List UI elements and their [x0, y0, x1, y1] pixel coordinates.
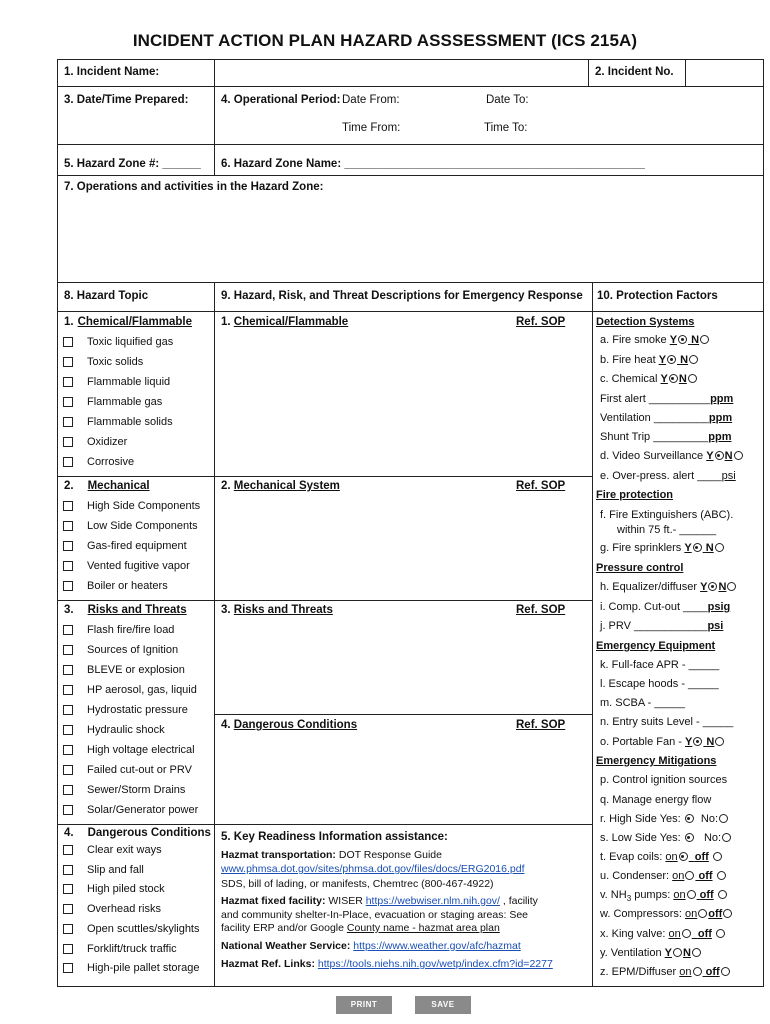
topic-checkbox[interactable] — [63, 944, 73, 954]
pumps-on-radio[interactable] — [687, 890, 696, 899]
desc-chemical-heading: 1. Chemical/Flammable — [221, 316, 349, 328]
video-surveillance-row: d. Video Surveillance Y N — [600, 450, 744, 462]
topic-item-label: Forklift/truck traffic — [87, 942, 177, 955]
fire-heat-row: b. Fire heat Y N — [600, 354, 699, 366]
niehs-link[interactable]: https://tools.niehs.nih.gov/wetp/index.cfm?id=2277 — [317, 958, 553, 970]
wiser-link[interactable]: https://webwiser.nlm.nih.gov/ — [365, 895, 500, 907]
entry-suits-row[interactable]: n. Entry suits Level - _____ — [600, 716, 734, 728]
fire-smoke-row: a. Fire smoke Y N — [600, 334, 710, 346]
hazard-zone-name[interactable]: 6. Hazard Zone Name: _______________________________________________ — [221, 158, 645, 170]
sds-text: SDS, bill of lading, or manifests, Chemtrec (800-467-4922) — [221, 878, 494, 890]
topic-checkbox[interactable] — [63, 745, 73, 755]
ref-sop-mechanical[interactable]: Ref. SOP — [516, 480, 566, 492]
epm-off-radio[interactable] — [721, 967, 730, 976]
incident-name-field[interactable] — [216, 61, 586, 85]
topic-checkbox[interactable] — [63, 357, 73, 367]
topic-checkbox[interactable] — [63, 884, 73, 894]
topic-checkbox[interactable] — [63, 541, 73, 551]
topic-item-label: Toxic liquified gas — [87, 336, 174, 348]
emergency-equipment-heading: Emergency Equipment — [596, 640, 716, 652]
date-from-label: Date From: — [342, 94, 400, 106]
topic-checkbox[interactable] — [63, 924, 73, 934]
topic-item-label: Open scuttles/skylights — [87, 922, 200, 935]
topic-checkbox[interactable] — [63, 665, 73, 675]
topic-item-label: High-pile pallet storage — [87, 962, 200, 975]
evap-on-radio[interactable] — [679, 852, 688, 861]
escape-hoods-row[interactable]: l. Escape hoods - _____ — [600, 678, 719, 690]
topic-section-heading: 1. Chemical/Flammable — [64, 316, 192, 328]
topic-section-heading: 3. Risks and Threats — [64, 604, 187, 616]
high-side-yes-radio[interactable] — [685, 814, 694, 823]
hazard-description-header: 9. Hazard, Risk, and Threat Descriptions for Emergency Response — [221, 290, 583, 302]
king-valve-off-radio[interactable] — [716, 929, 725, 938]
high-side-row: r. High Side Yes: No: — [600, 813, 729, 825]
topic-item-label: Boiler or heaters — [87, 580, 168, 592]
topic-checkbox[interactable] — [63, 765, 73, 775]
topic-item-label: Slip and fall — [87, 863, 144, 876]
incident-no-field[interactable] — [687, 61, 762, 85]
date-to-label: Date To: — [486, 94, 529, 106]
ventilation-ppm-row[interactable]: Ventilation _________ppm — [600, 412, 733, 424]
desc-risks-heading: 3. Risks and Threats — [221, 604, 333, 616]
topic-checkbox[interactable] — [63, 417, 73, 427]
topic-checkbox[interactable] — [63, 457, 73, 467]
topic-checkbox[interactable] — [63, 845, 73, 855]
pressure-control-heading: Pressure control — [596, 562, 684, 574]
topic-checkbox[interactable] — [63, 805, 73, 815]
topic-checkbox[interactable] — [63, 337, 73, 347]
equalizer-yes-radio[interactable] — [708, 582, 717, 591]
operations-field[interactable] — [60, 197, 760, 279]
topic-checkbox[interactable] — [63, 397, 73, 407]
topic-item-label: Vented fugitive vapor — [87, 560, 190, 572]
epm-on-radio[interactable] — [693, 967, 702, 976]
control-ignition-row: p. Control ignition sources — [600, 774, 728, 786]
topic-item-label: Flammable solids — [87, 416, 173, 428]
compressors-off-radio[interactable] — [723, 909, 732, 918]
topic-item-label: Overhead risks — [87, 903, 161, 916]
topic-checkbox[interactable] — [63, 645, 73, 655]
topic-item-label: Failed cut-out or PRV — [87, 764, 192, 776]
prv-row[interactable]: j. PRV ____________psi — [600, 620, 724, 632]
hazard-zone-number[interactable]: 5. Hazard Zone #: ______ — [64, 158, 201, 170]
topic-checkbox[interactable] — [63, 904, 73, 914]
date-prepared-label: 3. Date/Time Prepared: — [64, 94, 189, 106]
topic-item-label: Hydraulic shock — [87, 724, 165, 736]
chemical-row: c. Chemical Y N — [600, 373, 698, 385]
protection-factors-header: 10. Protection Factors — [597, 290, 718, 302]
manage-energy-row: q. Manage energy flow — [600, 794, 712, 806]
emergency-mitigations-heading: Emergency Mitigations — [596, 755, 717, 767]
evap-off-radio[interactable] — [713, 852, 722, 861]
ventilation-yes-radio[interactable] — [673, 948, 682, 957]
ref-sop-risks[interactable]: Ref. SOP — [516, 604, 566, 616]
fan-no-radio[interactable] — [715, 737, 724, 746]
fire-sprinklers-row: g. Fire sprinklers Y N — [600, 542, 725, 554]
desc-mechanical-heading: 2. Mechanical System — [221, 480, 340, 492]
topic-item-label: Toxic solids — [87, 356, 144, 368]
epm-diffuser-row: z. EPM/Diffuser on off — [600, 966, 731, 978]
topic-checkbox[interactable] — [63, 377, 73, 387]
video-no-radio[interactable] — [734, 451, 743, 460]
topic-section-heading: 4. Dangerous Conditions — [64, 827, 211, 839]
king-valve-on-radio[interactable] — [682, 929, 691, 938]
extinguisher-distance[interactable]: within 75 ft.- ______ — [617, 524, 717, 536]
first-alert-row[interactable]: First alert __________ppm — [600, 393, 734, 405]
topic-item-label: Flammable liquid — [87, 376, 171, 388]
nws-link[interactable]: https://www.weather.gov/afc/hazmat — [353, 940, 521, 952]
king-valve-row: x. King valve: on off — [600, 928, 726, 940]
fire-protection-heading: Fire protection — [596, 489, 674, 501]
low-side-row: s. Low Side Yes: No: — [600, 832, 732, 844]
ref-sop-dangerous[interactable]: Ref. SOP — [516, 719, 566, 731]
topic-checkbox[interactable] — [63, 501, 73, 511]
ventilation-row: y. Ventilation Y N — [600, 947, 702, 959]
portable-fan-row: o. Portable Fan - Y N — [600, 736, 725, 748]
topic-checkbox[interactable] — [63, 785, 73, 795]
compressors-row: w. Compressors: on off — [600, 908, 733, 920]
topic-item-label: Low Side Components — [87, 520, 198, 532]
video-yes-radio[interactable] — [715, 451, 724, 460]
save-button[interactable]: SAVE — [415, 996, 471, 1014]
condenser-on-radio[interactable] — [685, 871, 694, 880]
topic-item-label: Solar/Generator power — [87, 804, 199, 816]
topic-item-label: Clear exit ways — [87, 844, 162, 856]
topic-checkbox[interactable] — [63, 521, 73, 531]
low-side-yes-radio[interactable] — [685, 833, 694, 842]
topic-item-label: Sewer/Storm Drains — [87, 784, 186, 796]
ref-links-line: Hazmat Ref. Links: https://tools.niehs.nih.gov/wetp/index.cfm?id=2277 — [221, 958, 553, 970]
print-button[interactable]: PRINT — [336, 996, 392, 1014]
sprinklers-no-radio[interactable] — [715, 543, 724, 552]
form-title: INCIDENT ACTION PLAN HAZARD ASSSESSMENT (ICS 215A) — [132, 31, 638, 50]
incident-no-label: 2. Incident No. — [595, 66, 674, 78]
full-face-apr-row[interactable]: k. Full-face APR - _____ — [600, 659, 720, 671]
fire-heat-no-radio[interactable] — [689, 355, 698, 364]
chemical-yes-radio[interactable] — [669, 374, 678, 383]
topic-item-label: High voltage electrical — [87, 744, 195, 756]
time-from-label: Time From: — [342, 122, 401, 134]
county-plan-link[interactable]: County name - hazmat area plan — [346, 922, 500, 934]
desc-dangerous-heading: 4. Dangerous Conditions — [221, 719, 358, 731]
hazmat-fixed: Hazmat fixed facility: WISER https://webwiser.nlm.nih.gov/ , facility — [221, 895, 538, 907]
topic-checkbox[interactable] — [63, 865, 73, 875]
equalizer-row: h. Equalizer/diffuser Y N — [600, 581, 737, 593]
detection-systems-heading: Detection Systems — [596, 316, 695, 328]
nh3-pumps-row: v. $NH_3$ pumps: on off — [600, 889, 728, 903]
nws-line: National Weather Service: https://www.weather.gov/afc/hazmat — [221, 940, 521, 952]
fire-smoke-yes-radio[interactable] — [678, 335, 687, 344]
readiness-heading: 5. Key Readiness Information assistance: — [221, 831, 448, 843]
condenser-row: u. Condenser: on off — [600, 870, 727, 882]
evap-coils-row: t. Evap coils: on off — [600, 851, 723, 863]
shelter-text: and community shelter-In-Place, evacuation or staging areas: See — [221, 909, 528, 921]
topic-item-label: HP aerosol, gas, liquid — [87, 684, 197, 696]
shunt-trip-row[interactable]: Shunt Trip _________ppm — [600, 431, 732, 443]
fan-yes-radio[interactable] — [693, 737, 702, 746]
topic-item-label: Flash fire/fire load — [87, 624, 175, 636]
fire-smoke-no-radio[interactable] — [700, 335, 709, 344]
hazard-topic-header: 8. Hazard Topic — [64, 290, 149, 302]
op-period-label: 4. Operational Period: — [221, 94, 341, 106]
topic-checkbox[interactable] — [63, 705, 73, 715]
chemical-no-radio[interactable] — [688, 374, 697, 383]
topic-section-heading: 2. Mechanical — [64, 480, 150, 492]
incident-name-label: 1. Incident Name: — [64, 66, 160, 78]
topic-checkbox[interactable] — [63, 625, 73, 635]
operations-label: 7. Operations and activities in the Hazard Zone: — [64, 181, 324, 193]
topic-item-label: High piled stock — [87, 883, 165, 896]
scba-row[interactable]: m. SCBA - _____ — [600, 697, 685, 709]
topic-item-label: Oxidizer — [87, 436, 128, 448]
high-side-no-radio[interactable] — [719, 814, 728, 823]
topic-checkbox[interactable] — [63, 581, 73, 591]
pumps-off-radio[interactable] — [718, 890, 727, 899]
topic-checkbox[interactable] — [63, 725, 73, 735]
comp-cutout-row[interactable]: i. Comp. Cut-out ____psig — [600, 601, 731, 613]
topic-item-label: Hydrostatic pressure — [87, 704, 188, 716]
topic-item-label: Corrosive — [87, 456, 135, 468]
fire-heat-yes-radio[interactable] — [667, 355, 676, 364]
topic-checkbox[interactable] — [63, 685, 73, 695]
topic-checkbox[interactable] — [63, 437, 73, 447]
topic-item-label: Sources of Ignition — [87, 644, 179, 656]
ref-sop-chemical[interactable]: Ref. SOP — [516, 316, 566, 328]
erp-text: facility ERP and/or Google County name - hazmat area plan — [221, 922, 500, 934]
equalizer-no-radio[interactable] — [727, 582, 736, 591]
compressors-on-radio[interactable] — [698, 909, 707, 918]
low-side-no-radio[interactable] — [722, 833, 731, 842]
over-pressure-row[interactable]: e. Over-press. alert ____psi — [600, 470, 736, 482]
erg-link[interactable]: www.phmsa.dot.gov/sites/phmsa.dot.gov/files/docs/ERG2016.pdf — [221, 863, 525, 875]
condenser-off-radio[interactable] — [717, 871, 726, 880]
topic-checkbox[interactable] — [63, 963, 73, 973]
topic-item-label: Gas-fired equipment — [87, 540, 187, 552]
fire-extinguishers-row: f. Fire Extinguishers (ABC). — [600, 509, 734, 521]
sprinklers-yes-radio[interactable] — [693, 543, 702, 552]
time-to-label: Time To: — [484, 122, 528, 134]
ventilation-no-radio[interactable] — [692, 948, 701, 957]
topic-checkbox[interactable] — [63, 561, 73, 571]
topic-item-label: Flammable gas — [87, 396, 163, 408]
hazmat-transport: Hazmat transportation: DOT Response Guide — [221, 849, 442, 861]
topic-item-label: BLEVE or explosion — [87, 664, 185, 676]
topic-item-label: High Side Components — [87, 500, 201, 512]
